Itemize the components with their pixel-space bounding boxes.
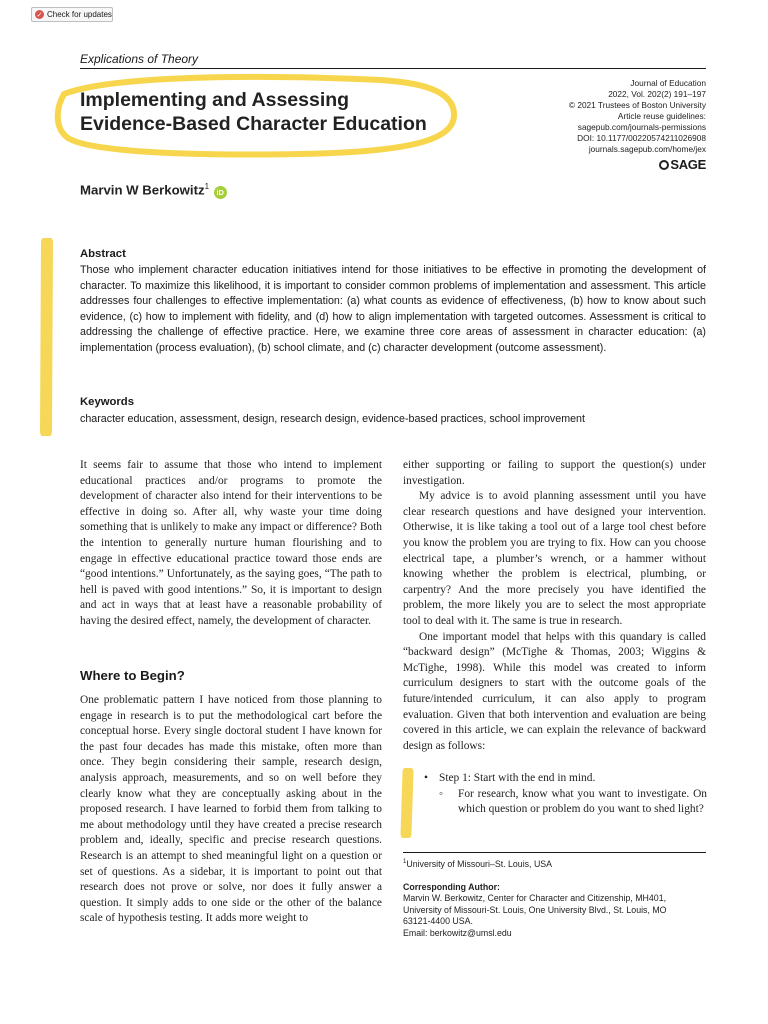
body-paragraph: It seems fair to assume that those who intend to implement educational practices and/or programs to promote the development of character also intend for their interventions to be effective in doing so. After all, why waste your time doing something that is unlikely to make any impact or difference? Both the intention to generally nurture human flourishing and to engage in effective educational practice toward those ends are “good intentions.” Unfortunately, as the saying goes, “The path to hell is paved with good intentions.” So, it is important to design and act in ways that at least have a reasonable probability of having the desired effect, namely, the development of character. [80,459,382,627]
affiliation-footnote [403,857,706,871]
margin-highlight-mark [398,768,416,838]
journal-info [520,78,706,155]
article-title [80,88,480,136]
corresponding-line: Marvin W. Berkowitz, Center for Character and Citizenship, MH401, [403,893,667,904]
journal-home-link[interactable]: journals.sagepub.com/home/jex [588,144,706,154]
right-column [403,458,706,754]
body-paragraph: either supporting or failing to support the question(s) under investigation. [403,459,706,487]
body-paragraph: One important model that helps with this quandary is called “backward design” (McTighe & Thomas, 2003; Wiggins & McTighe, 1998). While this model was created to inform curriculum designers to start with the outcome goals of the future/intended curriculum, it can also apply to program evaluation. Given that both intervention and evaluation are being covered in this article, we can explain the relevance of backward design as follows: [403,630,706,752]
list-subitem: ◦ For research, know what you want to investigate. On which question or problem do you want to shed light? [421,787,707,818]
journal-name: Journal of Education [630,78,706,88]
permissions-link[interactable]: sagepub.com/journals-permissions [577,122,706,132]
title-line-2: Evidence-Based Character Education [80,113,427,135]
sage-logo-text: SAGE [670,157,706,172]
body-paragraph: My advice is to avoid planning assessment until you have clear research questions and have designed your intervention. Otherwise, it is like taking a tool out of a large tool chest before you know the problem you are trying to fix. How can you choose electrical tape, a plumber’s wrench, or a hammer without knowing whether the problem is electrical, plumbing, or carpentry? And the more precisely you have identified the problem, the more likely you are to select the most appropriate tool to deal with it. The same is true in research. [403,490,706,627]
keywords-text: character education, assessment, design, research design, evidence-based practices, school improvement [80,413,585,425]
title-line-1: Implementing and Assessing [80,89,350,111]
steps-list [421,771,707,818]
body-paragraph: One problematic pattern I have noticed from those planning to engage in research is to put the methodological cart before the conceptual horse. Every single doctoral student I have known for the past four decades has made this mistake, often more than once. They begin considering their sample, research design, analysis approach, measurements, and so on well before they clearly know what they are conceptually asking about in the proposed research. I have learned to forbid them from talking to me about methodology until they have created a precise research problem and, ideally, specific and precise research questions. Research is an attempt to shed meaningful light on a question or set of questions. As a sidebar, it is important to point out that research does not prove or solve, nor does it fully answer a question. It simply adds to one side or the other of the balance scale of hypothesis testing. It adds more weight to [80,694,382,925]
orcid-icon[interactable]: iD [214,186,227,199]
keywords-heading: Keywords [80,396,134,408]
affiliation-text: University of Missouri–St. Louis, USA [406,858,553,869]
corresponding-line: 63121-4400 USA. [403,916,473,927]
abstract-text: Those who implement character education initiatives intend for those initiatives to be effective in promoting the development of character. To maximize this likelihood, it is important to consider common problems of implementation and assessment. This article addresses four challenges to effective implementation: (a) what counts as evidence of effectiveness, (b) how to know about such evidence, (c) how to implement with fidelity, and (d) how to align implementation with targeted outcomes. Assessment is critical to addressing the challenge of effective practice. Here, we examine three core areas of assessment in character education: (a) implementation (process evaluation), (b) school climate, and (c) character development (outcome assessment). [80,264,706,354]
author-line [80,182,227,199]
section-heading: Where to Begin? [80,668,185,683]
journal-volume: 2022, Vol. 202(2) 191–197 [608,89,706,99]
abstract-heading: Abstract [80,248,126,260]
list-item: • Step 1: Start with the end in mind. [421,771,707,787]
sage-logo [628,157,706,172]
margin-highlight-mark [38,238,56,436]
header-rule [80,68,706,69]
check-for-updates-label: Check for updates [47,10,112,19]
author-name: Marvin W Berkowitz [80,182,205,198]
corresponding-line: University of Missouri-St. Louis, One University Blvd., St. Louis, MO [403,904,667,915]
check-for-updates-badge[interactable] [31,7,113,22]
journal-copyright: © 2021 Trustees of Boston University [568,100,706,110]
footnotes [403,857,706,939]
affil-mark: 1 [403,859,407,865]
section-label: Explications of Theory [80,52,199,66]
email-link[interactable]: Email: berkowitz@umsl.edu [403,927,512,938]
footnote-rule [403,852,706,853]
sage-ring-icon [659,160,669,170]
corresponding-heading: Corresponding Author: [403,881,500,892]
journal-reuse: Article reuse guidelines: [617,111,706,121]
author-affil-mark: 1 [204,182,210,191]
update-icon: ✓ [36,11,43,19]
doi[interactable]: DOI: 10.1177/00220574211026908 [577,133,706,143]
